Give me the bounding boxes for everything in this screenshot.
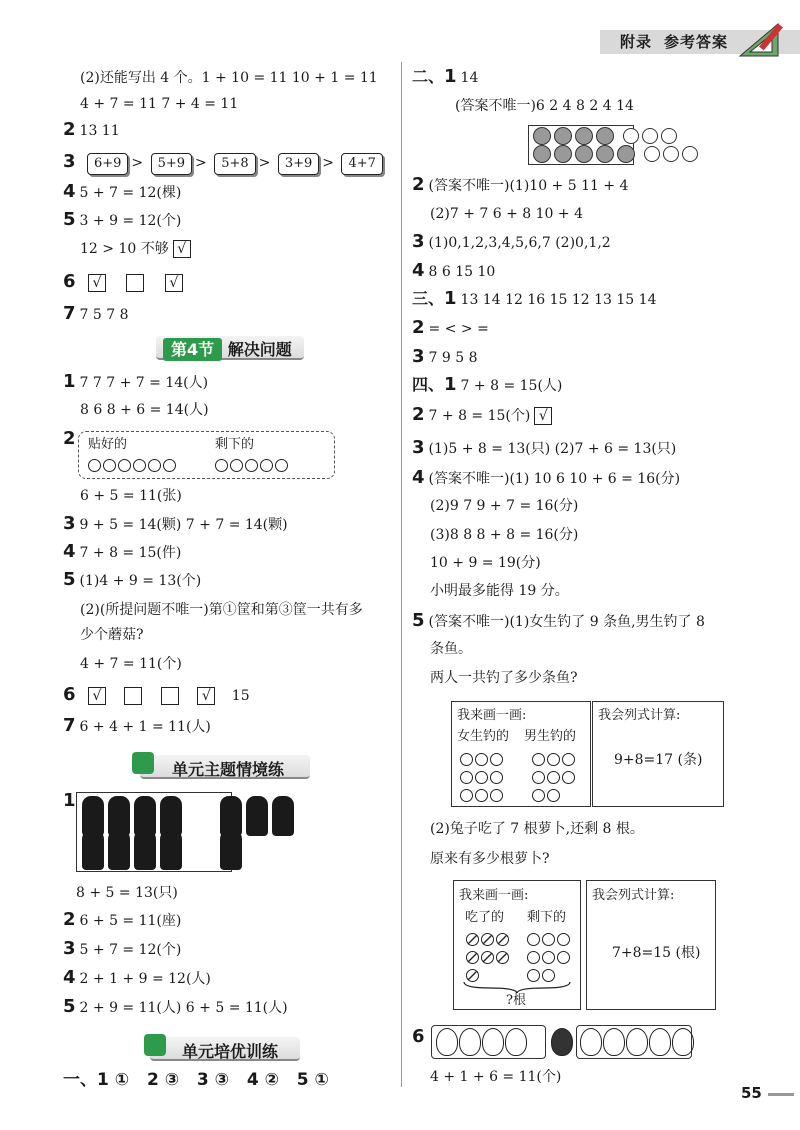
left-line-2: 4 + 7 = 11 7 + 4 = 11 bbox=[80, 96, 239, 112]
page-number-rule bbox=[768, 1093, 794, 1096]
sticker-label-1: 贴好的 bbox=[88, 437, 128, 452]
right-3-2: 2 = < > = bbox=[412, 317, 489, 338]
sticker-circles-2 bbox=[215, 456, 290, 474]
right-2-1: 二、1 14 bbox=[412, 66, 479, 87]
left-line-1: (2)还能写出 4 个。1 + 10 = 11 10 + 1 = 11 bbox=[80, 70, 378, 86]
box2-question: ?根 bbox=[506, 993, 526, 1008]
column-divider bbox=[401, 62, 402, 1087]
checkbox-checked: √ bbox=[88, 687, 106, 705]
compare-box-5: 4+7 bbox=[341, 153, 382, 175]
box2-circles-2 bbox=[527, 948, 572, 966]
checkbox-checked: √ bbox=[88, 274, 106, 292]
unit-title-2: 单元培优训练 bbox=[182, 1042, 279, 1061]
left-q7: 7 7 5 7 8 bbox=[63, 303, 129, 324]
right-3-1: 三、1 13 14 12 16 15 12 13 15 14 bbox=[412, 288, 657, 309]
checkbox-checked: √ bbox=[534, 407, 552, 425]
checkbox-empty bbox=[124, 687, 142, 705]
checkbox-checked: √ bbox=[197, 687, 215, 705]
header-appendix: 附录 bbox=[620, 33, 653, 51]
right-2-1b: (答案不唯一)6 2 4 8 2 4 14 bbox=[455, 98, 634, 114]
header-title bbox=[620, 31, 740, 52]
unit-title-1: 单元主题情境练 bbox=[172, 760, 285, 779]
left-u2: 2 6 + 5 = 11(座) bbox=[63, 909, 182, 930]
left-q5-line2: 12 > 10 不够 √ bbox=[80, 240, 195, 258]
box2-circles-1 bbox=[527, 930, 572, 948]
left-q3: 3 6+9 > 5+9 > 5+8 > 3+9 > 4+7 bbox=[63, 153, 386, 175]
left-s5: 5 (1)4 + 9 = 13(个) bbox=[63, 569, 202, 590]
box2-equation: 7+8=15 (根) bbox=[612, 945, 701, 961]
sticker-label-2: 剩下的 bbox=[215, 437, 255, 452]
balloon-row-left bbox=[436, 1028, 528, 1056]
box1-draw-label: 我来画一画: bbox=[457, 708, 527, 723]
left-q5: 5 3 + 9 = 12(个) bbox=[63, 209, 182, 230]
left-s2-num: 2 bbox=[63, 428, 76, 449]
left-s5-line4: 4 + 7 = 11(个) bbox=[80, 656, 182, 672]
chart-icon bbox=[132, 752, 154, 774]
checkbox-empty bbox=[161, 687, 179, 705]
right-4-4d: 10 + 9 = 19(分) bbox=[430, 555, 541, 571]
right-4-5c: 两人一共钓了多少条鱼? bbox=[430, 670, 578, 686]
right-4-1: 四、1 7 + 8 = 15(人) bbox=[412, 374, 563, 395]
page-number: 55 bbox=[741, 1084, 762, 1102]
left-s5-line2: (2)(所提问题不唯一)第①筐和第③筐一共有多 bbox=[80, 602, 363, 618]
compare-box-3: 5+8 bbox=[214, 153, 255, 175]
box1-girls: 女生钓的 bbox=[457, 729, 510, 744]
left-u1-eq: 8 + 5 = 13(只) bbox=[76, 885, 178, 901]
box1-circles-left-2 bbox=[460, 768, 505, 786]
checkbox-checked: √ bbox=[173, 240, 191, 258]
box2-left: 剩下的 bbox=[527, 910, 567, 925]
right-4-4e: 小明最多能得 19 分。 bbox=[430, 583, 569, 599]
left-last-row: 一、1 ① 2 ③ 3 ③ 4 ② 5 ① bbox=[63, 1070, 329, 1090]
left-s5-line3: 少个蘑菇? bbox=[80, 627, 144, 643]
right-4-5e: 原来有多少根萝卜? bbox=[430, 851, 550, 867]
box2-calc-label: 我会列式计算: bbox=[592, 888, 675, 903]
right-2-2: 2 (答案不唯一)(1)10 + 5 11 + 4 bbox=[412, 174, 629, 195]
box2-crossed-1 bbox=[466, 930, 511, 948]
compare-box-1: 6+9 bbox=[87, 153, 128, 175]
right-4-4c: (3)8 8 8 + 8 = 16(分) bbox=[430, 527, 579, 543]
compare-box-2: 5+9 bbox=[151, 153, 192, 175]
right-2-4: 4 8 6 15 10 bbox=[412, 260, 496, 281]
circle-row-2 bbox=[533, 145, 701, 163]
right-4-5b: 条鱼。 bbox=[430, 641, 472, 657]
box1-circles-right-3 bbox=[532, 786, 562, 804]
box1-equation: 9+8=17 (条) bbox=[614, 752, 703, 768]
checkbox-checked: √ bbox=[165, 274, 183, 292]
left-u1-num: 1 bbox=[63, 790, 76, 811]
box1-circles-left-1 bbox=[460, 750, 505, 768]
left-s6: 6 √ √ 15 bbox=[63, 684, 250, 705]
left-q2: 2 13 11 bbox=[63, 119, 120, 140]
right-4-5d: (2)兔子吃了 7 根萝卜,还剩 8 根。 bbox=[430, 821, 644, 837]
box1-circles-right-2 bbox=[532, 768, 577, 786]
left-s7: 7 6 + 4 + 1 = 11(人) bbox=[63, 715, 211, 736]
left-q6: 6 √ √ bbox=[63, 273, 187, 292]
left-u5: 5 2 + 9 = 11(人) 6 + 5 = 11(人) bbox=[63, 996, 288, 1017]
header-answers: 参考答案 bbox=[664, 33, 729, 51]
figure-row-2 bbox=[80, 830, 244, 886]
right-2-3: 3 (1)0,1,2,3,4,5,6,7 (2)0,1,2 bbox=[412, 231, 611, 252]
box1-circles-right-1 bbox=[532, 750, 577, 768]
circle-row-1 bbox=[533, 127, 680, 145]
left-q4: 4 5 + 7 = 12(棵) bbox=[63, 181, 182, 202]
right-4-4b: (2)9 7 9 + 7 = 16(分) bbox=[430, 498, 579, 514]
left-u4: 4 2 + 1 + 9 = 12(人) bbox=[63, 967, 211, 988]
right-4-3: 3 (1)5 + 8 = 13(只) (2)7 + 6 = 13(只) bbox=[412, 437, 677, 458]
right-3-3: 3 7 9 5 8 bbox=[412, 346, 478, 367]
left-s3: 3 9 + 5 = 14(颗) 7 + 7 = 14(颗) bbox=[63, 513, 288, 534]
box1-calc-label: 我会列式计算: bbox=[598, 708, 681, 723]
ruler-pencil-icon bbox=[738, 20, 786, 60]
right-2-2b: (2)7 + 7 6 + 8 10 + 4 bbox=[430, 206, 583, 222]
box2-draw-label: 我来画一画: bbox=[459, 888, 529, 903]
section-title-4: 第4节 解决问题 bbox=[163, 337, 292, 360]
chart-icon bbox=[144, 1034, 166, 1056]
left-s1-line2: 8 6 8 + 6 = 14(人) bbox=[80, 402, 209, 418]
box1-boys: 男生钓的 bbox=[524, 729, 577, 744]
right-4-2: 2 7 + 8 = 15(个) √ bbox=[412, 406, 556, 425]
right-4-4: 4 (答案不唯一)(1) 10 6 10 + 6 = 16(分) bbox=[412, 467, 681, 488]
left-u3: 3 5 + 7 = 12(个) bbox=[63, 938, 182, 959]
box2-ate: 吃了的 bbox=[465, 910, 505, 925]
left-s1: 1 7 7 7 + 7 = 14(人) bbox=[63, 371, 209, 392]
sticker-circles-1 bbox=[88, 456, 178, 474]
box2-crossed-2 bbox=[466, 948, 511, 966]
right-4-6-eq: 4 + 1 + 6 = 11(个) bbox=[430, 1069, 562, 1085]
right-4-5: 5 (答案不唯一)(1)女生钓了 9 条鱼,男生钓了 8 bbox=[412, 610, 705, 631]
checkbox-empty bbox=[126, 274, 144, 292]
right-4-6-num: 6 bbox=[412, 1026, 425, 1047]
box1-circles-left-3 bbox=[460, 786, 505, 804]
compare-box-4: 3+9 bbox=[278, 153, 319, 175]
balloon-row-right bbox=[580, 1028, 695, 1056]
left-s2-eq: 6 + 5 = 11(张) bbox=[80, 488, 182, 504]
balloon-black bbox=[551, 1028, 574, 1056]
left-s4: 4 7 + 8 = 15(件) bbox=[63, 541, 182, 562]
